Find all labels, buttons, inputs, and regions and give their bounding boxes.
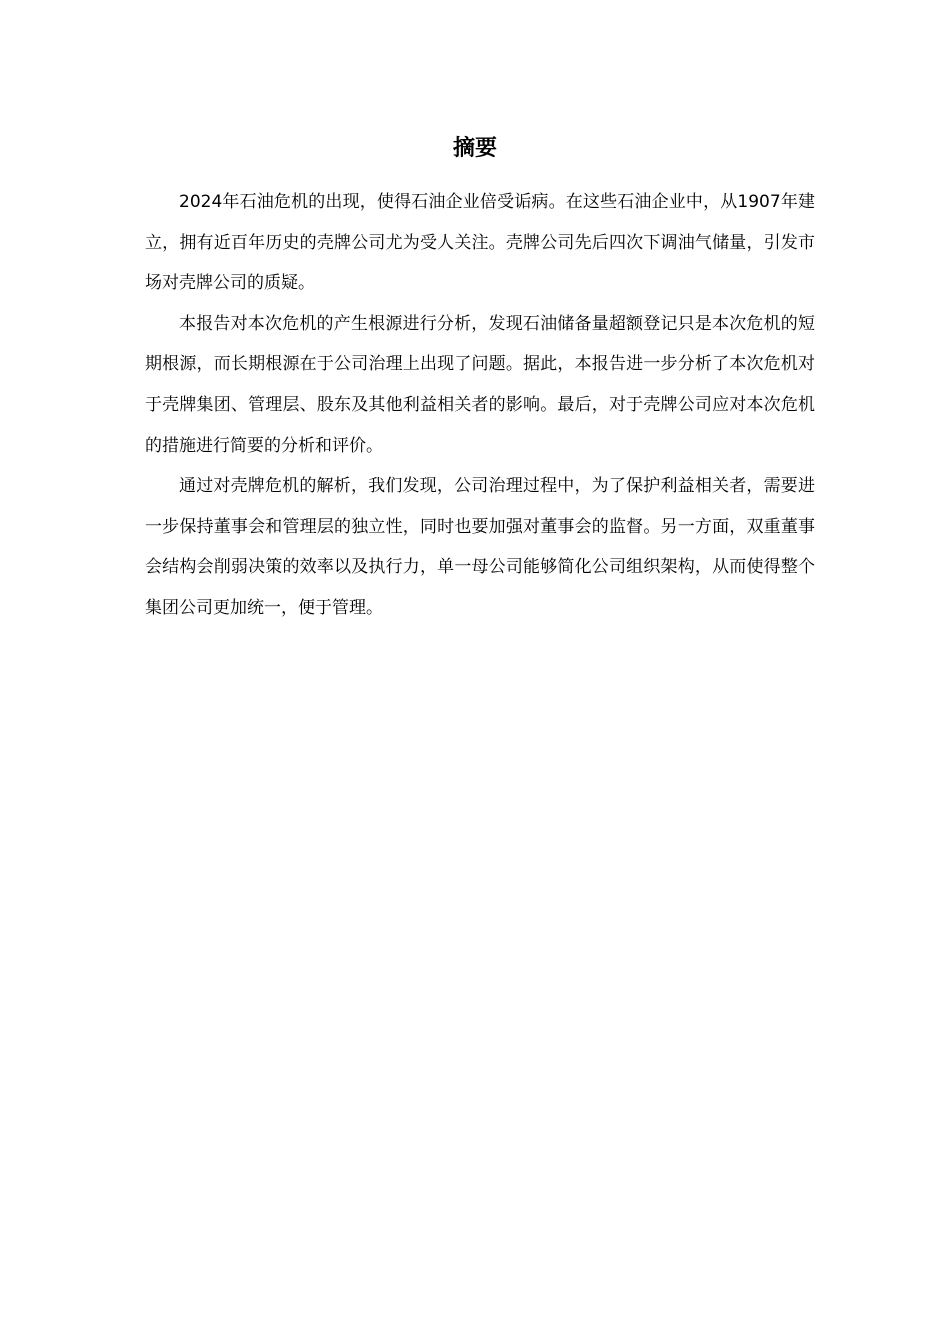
paragraph-3: 通过对壳牌危机的解析，我们发现，公司治理过程中，为了保护利益相关者，需要进一步保持董事会和管理层的独立性，同时也要加强对董事会的监督。另一方面，双重董事会结构会削弱决策的效率以及执行力，单一母公司能够简化公司组织架构，从而使得整个集团公司更加统一，便于管理。 [145,476,815,618]
abstract-body [145,182,815,629]
abstract-title: 摘要 [452,136,497,161]
paragraph-1: 2024年石油危机的出现，使得石油企业倍受诟病。在这些石油企业中，从1907年建立，拥有近百年历史的壳牌公司尤为受人关注。壳牌公司先后四次下调油气储量，引发市场对壳牌公司的质疑。 [145,192,815,294]
paragraph-2: 本报告对本次危机的产生根源进行分析，发现石油储备量超额登记只是本次危机的短期根源，而长期根源在于公司治理上出现了问题。据此，本报告进一步分析了本次危机对于壳牌集团、管理层、股东及其他利益相关者的影响。最后，对于壳牌公司应对本次危机的措施进行简要的分析和评价。 [145,313,815,456]
